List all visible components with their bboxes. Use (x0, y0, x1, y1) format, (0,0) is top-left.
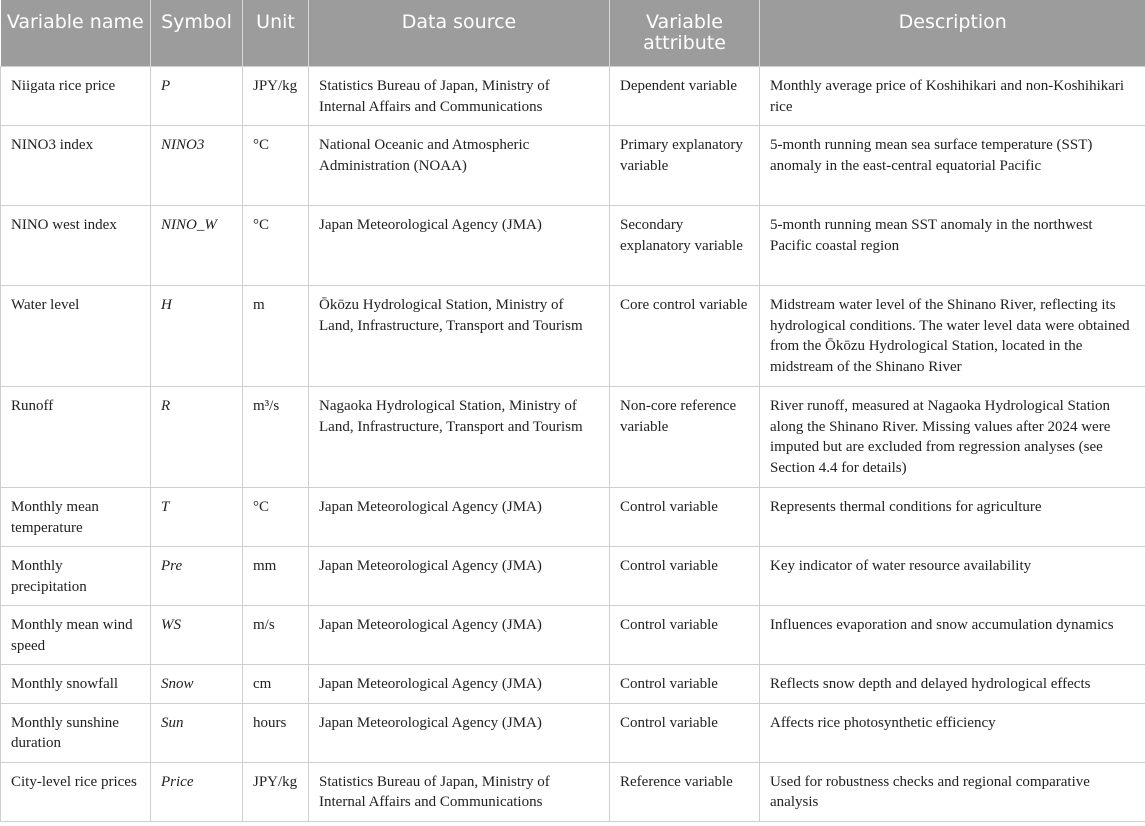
table-row (1, 67, 1145, 126)
cell-variable-attribute: Secondary explanatory variable (610, 206, 760, 286)
cell-symbol: R (151, 387, 243, 488)
cell-symbol: NINO_W (151, 206, 243, 286)
table-row (1, 547, 1145, 606)
cell-description: Influences evaporation and snow accumulation dynamics (760, 606, 1145, 665)
header-unit: Unit (243, 0, 309, 67)
cell-data-source: Statistics Bureau of Japan, Ministry of Internal Affairs and Communications (309, 762, 610, 821)
header-description: Description (760, 0, 1145, 67)
cell-symbol: H (151, 286, 243, 387)
cell-unit: cm (243, 665, 309, 704)
cell-unit: °C (243, 206, 309, 286)
cell-data-source: Japan Meteorological Agency (JMA) (309, 206, 610, 286)
table-row (1, 206, 1145, 286)
cell-symbol: Price (151, 762, 243, 821)
table-row (1, 762, 1145, 821)
header-data-source: Data source (309, 0, 610, 67)
cell-description: Represents thermal conditions for agriculture (760, 488, 1145, 547)
table-row (1, 488, 1145, 547)
cell-symbol: T (151, 488, 243, 547)
header-variable-name: Variable name (1, 0, 151, 67)
cell-variable-name: Monthly precipitation (1, 547, 151, 606)
cell-description: Affects rice photosynthetic efficiency (760, 703, 1145, 762)
cell-unit: m³/s (243, 387, 309, 488)
cell-variable-name: City-level rice prices (1, 762, 151, 821)
cell-data-source: National Oceanic and Atmospheric Administration (NOAA) (309, 126, 610, 206)
cell-symbol: Pre (151, 547, 243, 606)
cell-symbol: Snow (151, 665, 243, 704)
cell-variable-attribute: Control variable (610, 703, 760, 762)
cell-variable-attribute: Core control variable (610, 286, 760, 387)
cell-variable-name: NINO west index (1, 206, 151, 286)
cell-variable-name: Monthly snowfall (1, 665, 151, 704)
cell-description: Used for robustness checks and regional comparative analysis (760, 762, 1145, 821)
cell-data-source: Japan Meteorological Agency (JMA) (309, 665, 610, 704)
table-body (1, 67, 1145, 822)
cell-variable-attribute: Control variable (610, 488, 760, 547)
table-row (1, 703, 1145, 762)
cell-data-source: Japan Meteorological Agency (JMA) (309, 547, 610, 606)
cell-variable-name: Niigata rice price (1, 67, 151, 126)
cell-description: Reflects snow depth and delayed hydrological effects (760, 665, 1145, 704)
header-symbol: Symbol (151, 0, 243, 67)
cell-unit: m/s (243, 606, 309, 665)
cell-variable-name: NINO3 index (1, 126, 151, 206)
cell-variable-name: Monthly sunshine duration (1, 703, 151, 762)
cell-unit: °C (243, 126, 309, 206)
cell-unit: mm (243, 547, 309, 606)
cell-variable-attribute: Non-core reference variable (610, 387, 760, 488)
cell-variable-attribute: Reference variable (610, 762, 760, 821)
cell-variable-attribute: Control variable (610, 665, 760, 704)
header-variable-attribute: Variable attribute (610, 0, 760, 67)
table-row (1, 126, 1145, 206)
cell-description: Key indicator of water resource availability (760, 547, 1145, 606)
cell-variable-attribute: Dependent variable (610, 67, 760, 126)
table-row (1, 606, 1145, 665)
cell-variable-name: Runoff (1, 387, 151, 488)
cell-description: Midstream water level of the Shinano River, reflecting its hydrological conditions. The water level data were obtained from the Ōkōzu Hydrological Station, located in the midstream of the Shinano River (760, 286, 1145, 387)
cell-symbol: Sun (151, 703, 243, 762)
cell-description: River runoff, measured at Nagaoka Hydrological Station along the Shinano River. Missing values after 2024 were imputed but are excluded from regression analyses (see Section 4.4 for details) (760, 387, 1145, 488)
table-row (1, 387, 1145, 488)
cell-unit: JPY/kg (243, 67, 309, 126)
table-header (1, 0, 1145, 67)
table-row (1, 665, 1145, 704)
cell-description: 5-month running mean SST anomaly in the northwest Pacific coastal region (760, 206, 1145, 286)
cell-data-source: Statistics Bureau of Japan, Ministry of Internal Affairs and Communications (309, 67, 610, 126)
cell-data-source: Japan Meteorological Agency (JMA) (309, 488, 610, 547)
cell-variable-attribute: Control variable (610, 547, 760, 606)
cell-variable-name: Monthly mean temperature (1, 488, 151, 547)
cell-unit: °C (243, 488, 309, 547)
cell-variable-attribute: Primary explanatory variable (610, 126, 760, 206)
cell-data-source: Japan Meteorological Agency (JMA) (309, 606, 610, 665)
cell-symbol: P (151, 67, 243, 126)
header-row (1, 0, 1145, 67)
cell-unit: m (243, 286, 309, 387)
cell-description: Monthly average price of Koshihikari and non-Koshihikari rice (760, 67, 1145, 126)
cell-symbol: WS (151, 606, 243, 665)
cell-data-source: Ōkōzu Hydrological Station, Ministry of Land, Infrastructure, Transport and Tourism (309, 286, 610, 387)
cell-variable-name: Monthly mean wind speed (1, 606, 151, 665)
cell-description: 5-month running mean sea surface temperature (SST) anomaly in the east-central equatorial Pacific (760, 126, 1145, 206)
cell-data-source: Japan Meteorological Agency (JMA) (309, 703, 610, 762)
table-row (1, 286, 1145, 387)
cell-variable-attribute: Control variable (610, 606, 760, 665)
cell-variable-name: Water level (1, 286, 151, 387)
cell-unit: JPY/kg (243, 762, 309, 821)
cell-symbol: NINO3 (151, 126, 243, 206)
cell-unit: hours (243, 703, 309, 762)
cell-data-source: Nagaoka Hydrological Station, Ministry of Land, Infrastructure, Transport and Tourism (309, 387, 610, 488)
